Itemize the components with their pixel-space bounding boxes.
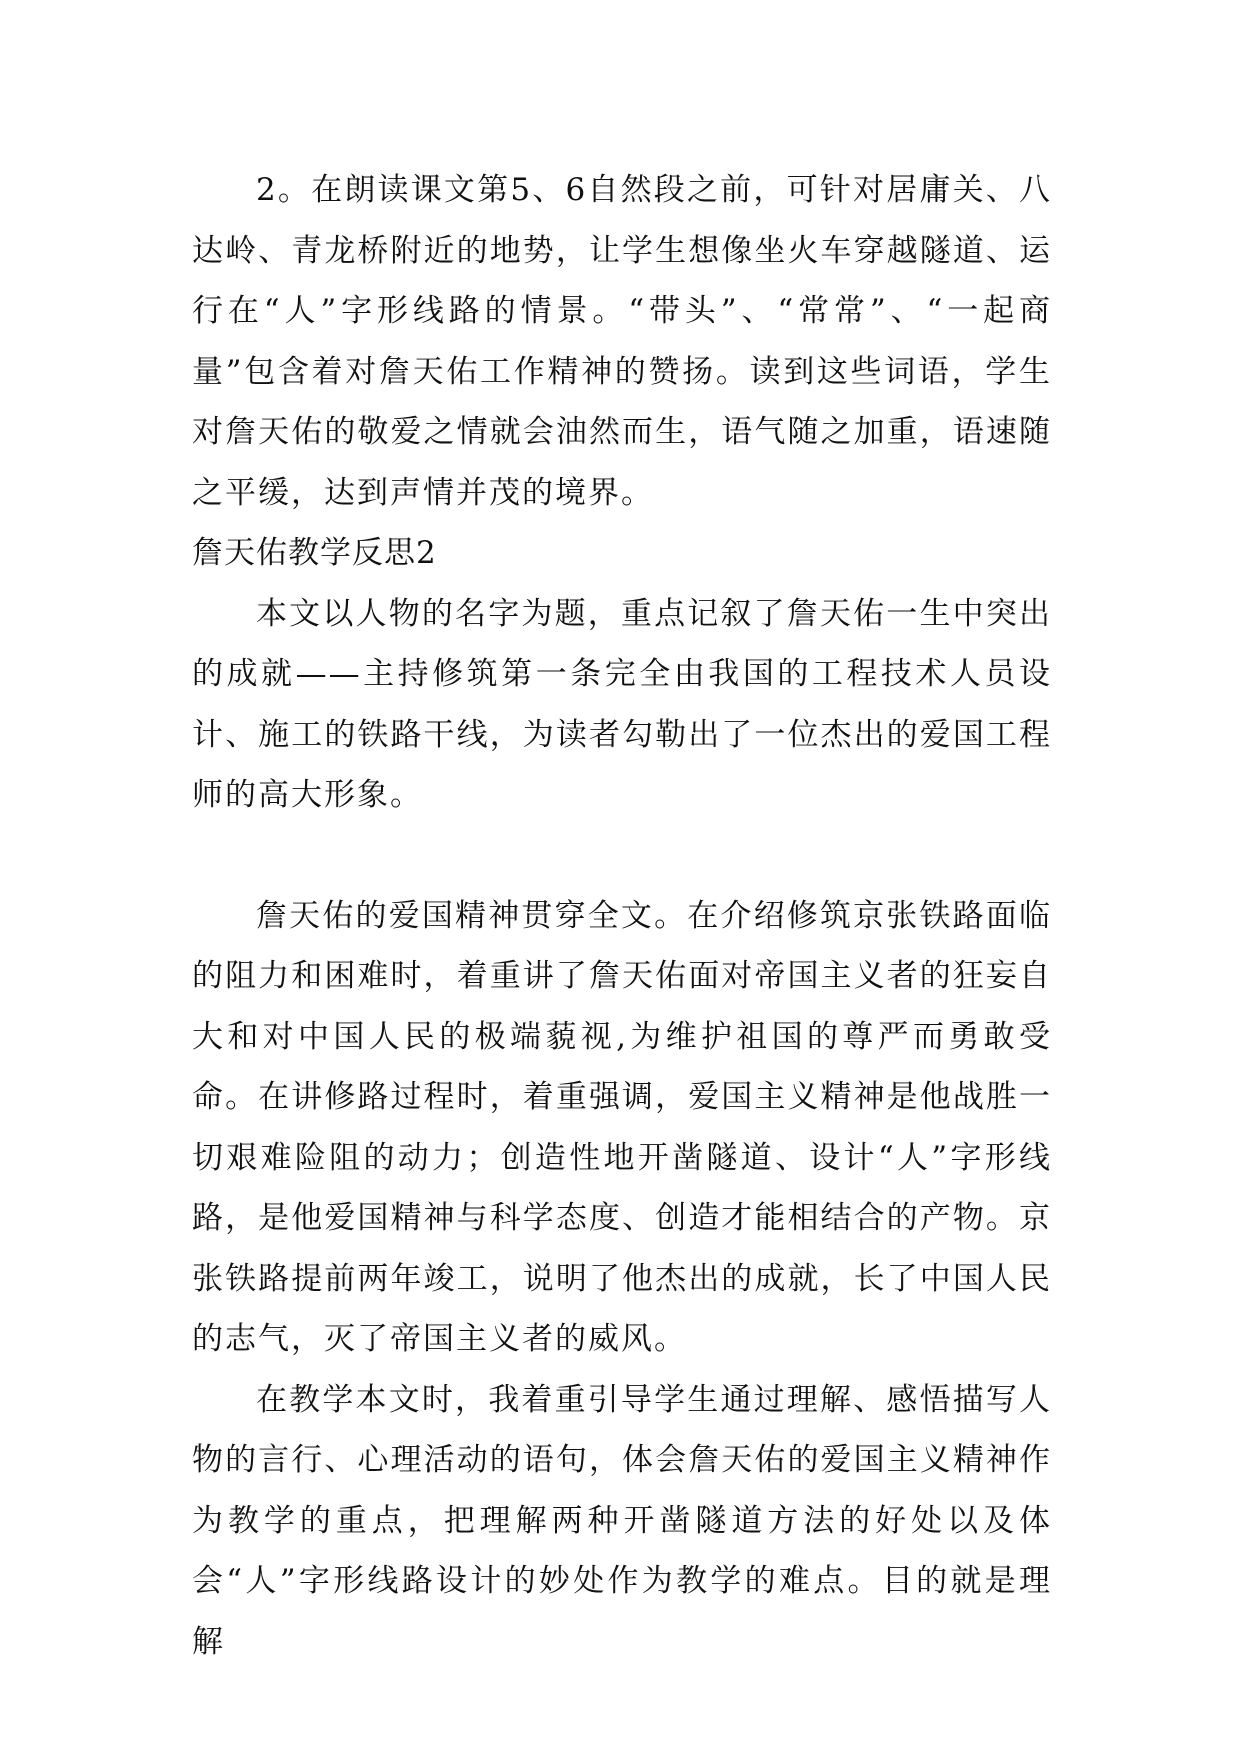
- section-heading: 詹天佑教学反思2: [192, 535, 437, 571]
- paragraph-teaching-focus: 在教学本文时，我着重引导学生通过理解、感悟描写人物的言行、心理活动的语句，体会詹天佑的爱国主义精神作为教学的重点，把理解两种开凿隧道方法的好处以及体会“人”字形线路设计的妙处作为教学的难点。目的就是理解: [192, 1381, 1052, 1660]
- paragraph-patriotism: 詹天佑的爱国精神贯穿全文。在介绍修筑京张铁路面临的阻力和困难时，着重讲了詹天佑面对帝国主义者的狂妄自大和对中国人民的极端藐视,为维护祖国的尊严而勇敢受命。在讲修路过程时，着重强调，爱国主义精神是他战胜一切艰难险阻的动力；创造性地开凿隧道、设计“人”字形线路，是他爱国精神与科学态度、创造才能相结合的产物。京张铁路提前两年竣工，说明了他杰出的成就，长了中国人民的志气，灭了帝国主义者的威风。: [192, 897, 1052, 1357]
- paragraph-reading-guidance: 2。在朗读课文第5、6自然段之前，可针对居庸关、八达岭、青龙桥附近的地势，让学生想像坐火车穿越隧道、运行在“人”字形线路的情景。“带头”、“常常”、“一起商量”包含着对詹天佑工作精神的赞扬。读到这些词语，学生对詹天佑的敬爱之情就会油然而生，语气随之加重，语速随之平缓，达到声情并茂的境界。: [192, 172, 1052, 511]
- paragraph-intro: 本文以人物的名字为题，重点记叙了詹天佑一生中突出的成就——主持修筑第一条完全由我国的工程技术人员设计、施工的铁路干线，为读者勾勒出了一位杰出的爱国工程师的高大形象。: [192, 595, 1052, 813]
- paragraph-spacer: [192, 826, 1052, 886]
- document-body: [192, 160, 1052, 1672]
